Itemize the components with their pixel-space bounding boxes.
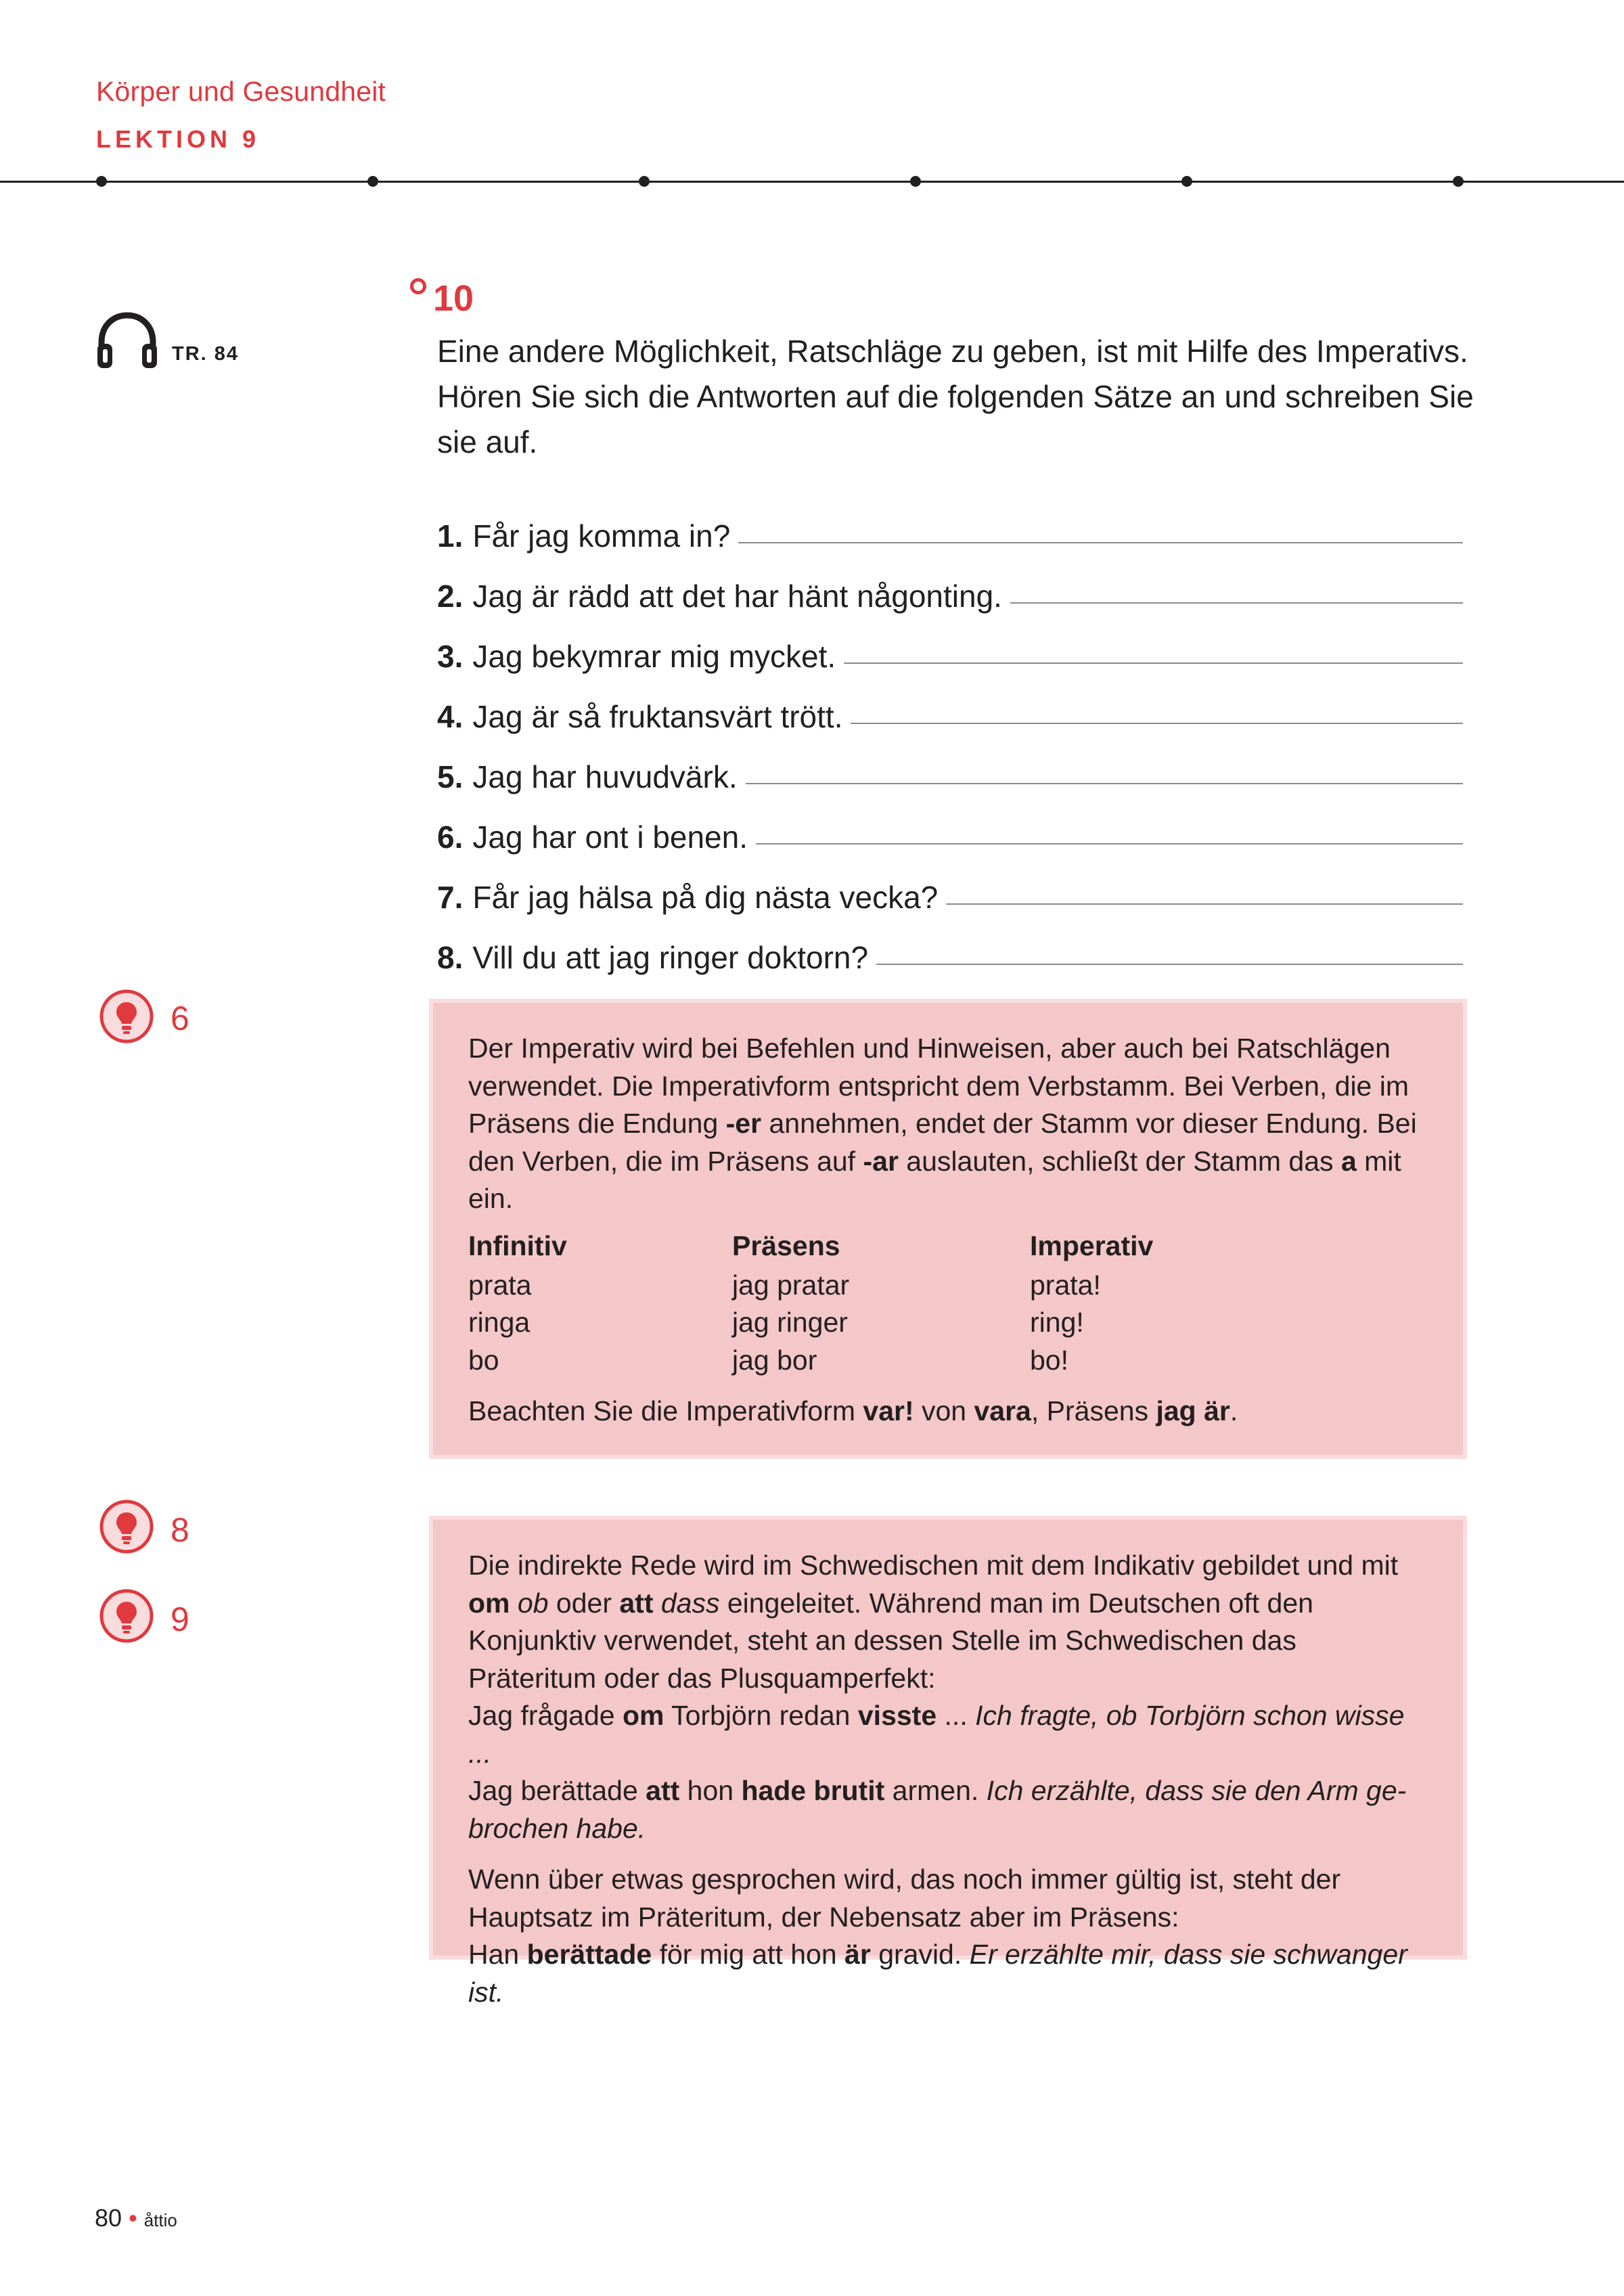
answer-line[interactable] <box>844 662 1463 664</box>
table-cell: prata <box>468 1269 532 1301</box>
lesson-label: LEKTION 9 <box>96 125 261 153</box>
rule-dot <box>639 176 650 187</box>
exercise-item <box>437 855 1463 916</box>
item-number: 8. <box>437 940 464 975</box>
exercise-instruction: Eine andere Möglichkeit, Ratschläge zu geben, ist mit Hilfe des Imperativs. Hören Sie sich die Antworten auf die folgenden Sätze an und schreiben Sie sie auf. <box>437 334 1474 459</box>
box-note: Beachten Sie die Imperativform var! von vara, Präsens jag är. <box>468 1395 1238 1426</box>
table-cell: bo! <box>1030 1344 1068 1376</box>
item-number: 2. <box>437 579 464 614</box>
item-number: 6. <box>437 819 464 855</box>
box-paragraph: Wenn über etwas gesprochen wird, das noch immer gültig ist, steht der Hauptsatz im Präteritum, der Nebensatz aber im Präsens: <box>468 1864 1341 1933</box>
box-example: Jag berättade att hon hade brutit armen. Ich erzählte, dass sie den Arm ge-brochen habe. <box>468 1775 1407 1844</box>
rule-dot <box>910 176 921 187</box>
headphones-icon <box>95 310 160 371</box>
lightbulb-tip-icon <box>99 989 154 1044</box>
answer-line[interactable] <box>876 964 1463 965</box>
tip-reference: 9 <box>171 1600 189 1638</box>
rule-dot <box>367 176 378 187</box>
exercise-item <box>437 916 1463 976</box>
audio-track-label: TR. 84 <box>172 343 240 365</box>
item-number: 4. <box>437 699 464 734</box>
page-number-word: åttio <box>143 2210 177 2230</box>
item-text: Jag har ont i benen. <box>472 819 748 855</box>
conjugation-table <box>468 1228 1153 1380</box>
exercise-item <box>437 614 1463 675</box>
answer-line[interactable] <box>1010 602 1463 604</box>
bullet-icon: • <box>129 2204 137 2232</box>
table-cell: ring! <box>1030 1307 1084 1338</box>
item-text: Får jag komma in? <box>472 518 731 554</box>
column-header: Präsens <box>732 1230 840 1261</box>
table-cell: jag pratar <box>732 1269 850 1301</box>
column-header: Infinitiv <box>468 1230 567 1261</box>
table-cell: ringa <box>468 1307 531 1338</box>
item-number: 3. <box>437 639 464 674</box>
answer-line[interactable] <box>738 542 1463 543</box>
answer-line[interactable] <box>756 843 1463 845</box>
table-cell: jag bor <box>732 1344 817 1376</box>
exercise-number: 10 <box>433 278 474 319</box>
exercise-item <box>437 735 1463 795</box>
tip-reference: 8 <box>171 1511 189 1549</box>
lightbulb-tip-icon <box>99 1588 154 1644</box>
item-number: 1. <box>437 518 464 554</box>
exercise-item <box>437 494 1463 554</box>
item-text: Jag har huvudvärk. <box>472 759 738 794</box>
item-text: Jag är rädd att det har hänt någonting. <box>472 579 1002 614</box>
item-number: 5. <box>437 759 464 794</box>
item-text: Vill du att jag ringer doktorn? <box>472 940 869 975</box>
page-number: 80 <box>95 2204 122 2232</box>
table-cell: prata! <box>1030 1269 1101 1301</box>
header-rule <box>0 181 1624 183</box>
table-header-row <box>468 1228 1153 1267</box>
box-example: Han berättade för mig att hon är gravid. Er erzählte mir, dass sie schwanger ist. <box>468 1939 1407 2008</box>
answer-line[interactable] <box>946 903 1463 905</box>
table-cell: jag ringer <box>732 1307 848 1338</box>
grammar-box-imperative <box>433 1003 1463 1455</box>
column-header: Imperativ <box>1030 1230 1154 1261</box>
answer-line[interactable] <box>851 723 1463 724</box>
page-footer <box>95 2204 177 2232</box>
exercise-item <box>437 675 1463 735</box>
table-row <box>468 1342 1153 1380</box>
table-cell: bo <box>468 1344 499 1376</box>
box-example: Jag frågade om Torbjörn redan visste ... Ich fragte, ob Torbjörn schon wisse ... <box>468 1700 1405 1769</box>
section-title: Körper und Gesundheit <box>96 76 386 107</box>
table-row <box>468 1304 1153 1342</box>
exercise-item <box>437 554 1463 614</box>
exercise-items <box>437 494 1463 976</box>
item-text: Jag bekymrar mig mycket. <box>472 639 836 674</box>
rule-dot <box>1181 176 1192 187</box>
exercise-item <box>437 795 1463 855</box>
item-text: Jag är så fruktansvärt trött. <box>472 699 843 734</box>
box-intro: Der Imperativ wird bei Befehlen und Hinweisen, aber auch bei Ratschlägen verwendet. Die Imperativform entspricht dem Verbstamm. Bei Verben, die im Präsens die Endung -er annehmen, endet der Stamm vor dieser Endung. Bei den Verben, die im Präsens auf -ar auslauten, schließt der Stamm das a mit ein. <box>468 1033 1417 1214</box>
item-number: 7. <box>437 880 464 915</box>
rule-dot <box>1453 176 1464 187</box>
lightbulb-tip-icon <box>99 1499 154 1554</box>
answer-line[interactable] <box>746 783 1463 784</box>
box-paragraph: Die indirekte Rede wird im Schwedischen mit dem Indikativ gebildet und mit om ob oder att dass eingeleitet. Während man im Deutschen oft den Konjunktiv verwendet, steht an dessen Stelle im Schwedischen das Präteritum oder das Plusquamperfekt: <box>468 1550 1399 1694</box>
tip-reference: 6 <box>171 999 189 1037</box>
rule-dot <box>96 176 107 187</box>
exercise-marker-icon <box>410 278 426 294</box>
table-row <box>468 1267 1153 1305</box>
grammar-box-indirect-speech <box>433 1520 1463 2008</box>
item-text: Får jag hälsa på dig nästa vecka? <box>472 880 939 915</box>
